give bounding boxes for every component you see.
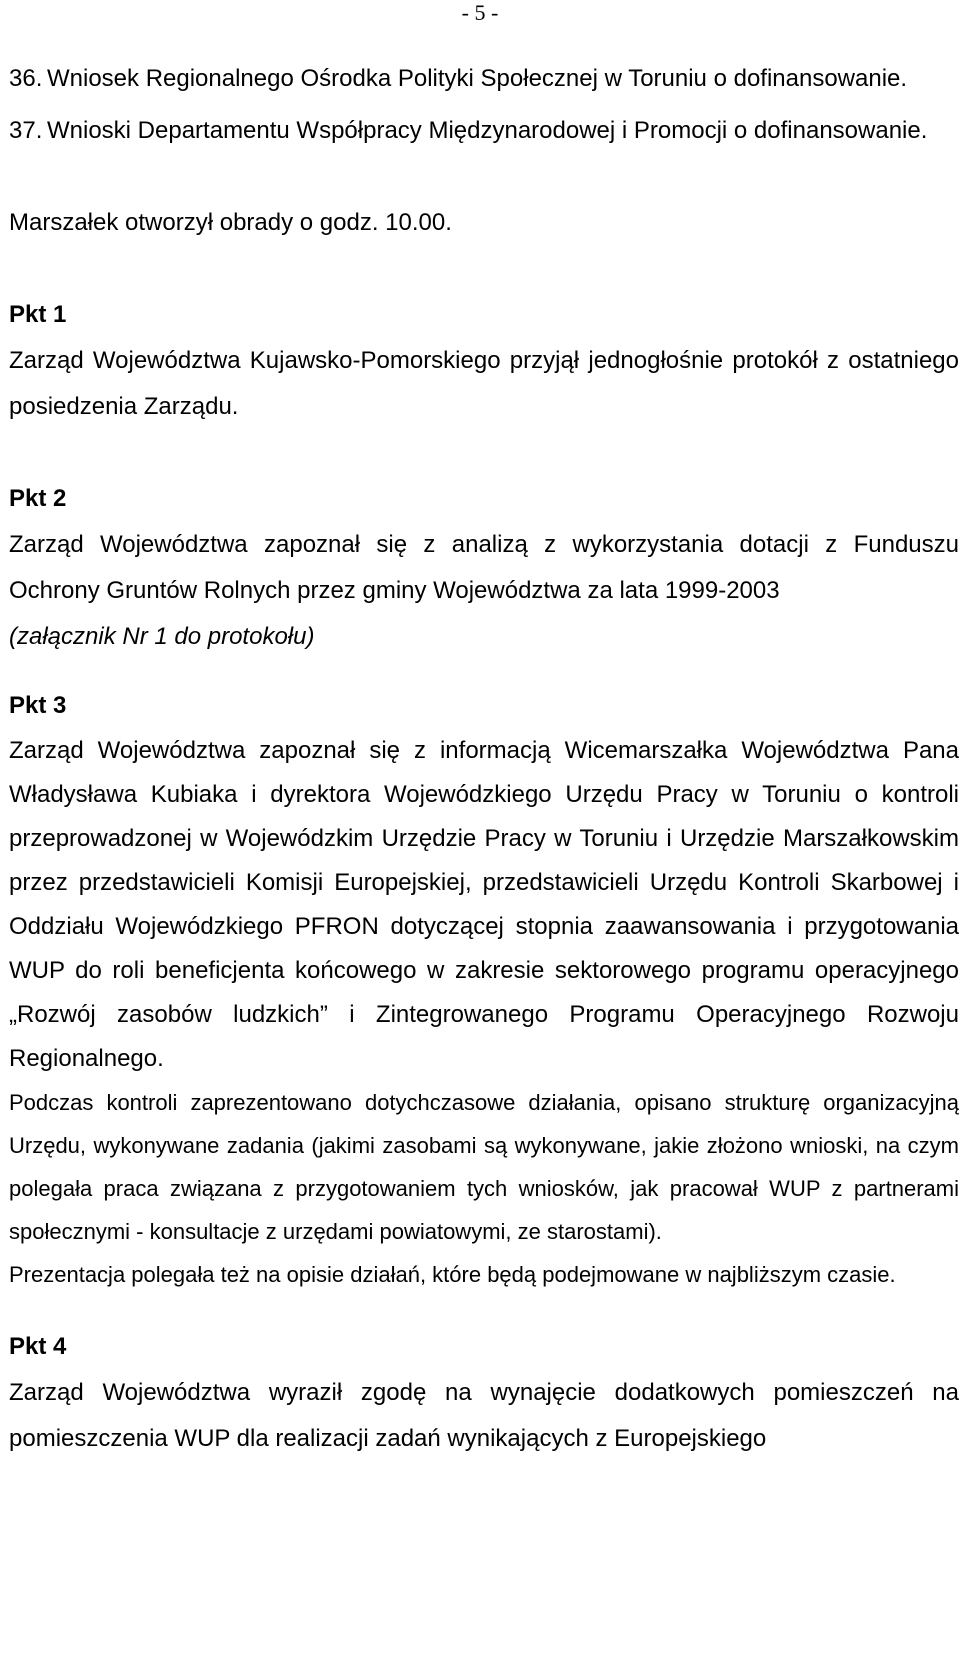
pkt2-text: Zarząd Województwa zapoznał się z analizą z wykorzystania dotacji z Funduszu Ochrony Gruntów Rolnych przez gminy Województwa za lata 1999-2003 (9, 531, 959, 604)
document-content (9, 56, 959, 1462)
pkt2-attachment-note: (załącznik Nr 1 do protokołu) (9, 623, 315, 650)
agenda-item-text: Wnioski Departamentu Współpracy Międzynarodowej i Promocji o dofinansowanie. (47, 117, 928, 144)
agenda-item-number: 37. (9, 117, 43, 144)
page-number: - 5 - (461, 0, 499, 25)
agenda-item-text: Wniosek Regionalnego Ośrodka Polityki Społecznej w Toruniu o dofinansowanie. (47, 65, 908, 92)
pkt4-heading: Pkt 4 (9, 1333, 67, 1360)
pkt1-text: Zarząd Województwa Kujawsko-Pomorskiego przyjął jednogłośnie protokół z ostatniego posiedzenia Zarządu. (9, 347, 959, 420)
pkt3-paragraph-2: Podczas kontroli zaprezentowano dotychczasowe działania, opisano strukturę organizacyjną Urzędu, wykonywane zadania (jakimi zasobami są wykonywane, jakie złożono wnioski, na czym polegała praca związana z przygotowaniem tych wniosków, jak pracował WUP z partnerami społecznymi - konsultacje z urzędami powiatowymi, ze starostami). (9, 1090, 959, 1244)
agenda-item-number: 36. (9, 65, 43, 92)
pkt2-heading: Pkt 2 (9, 485, 67, 512)
pkt3-paragraph-3: Prezentacja polegała też na opisie działań, które będą podejmowane w najbliższym czasie. (9, 1262, 896, 1287)
pkt3-heading: Pkt 3 (9, 692, 67, 719)
agenda-item (9, 108, 959, 154)
agenda-item (9, 56, 959, 102)
opening-statement: Marszałek otworzył obrady o godz. 10.00. (9, 209, 452, 236)
pkt4-text: Zarząd Województwa wyraził zgodę na wynajęcie dodatkowych pomieszczeń na pomieszczenia WUP dla realizacji zadań wynikających z Europejskiego (9, 1379, 959, 1452)
pkt1-heading: Pkt 1 (9, 301, 67, 328)
pkt3-text: Zarząd Województwa zapoznał się z informacją Wicemarszałka Województwa Pana Władysława Kubiaka i dyrektora Wojewódzkiego Urzędu Pracy w Toruniu o kontroli przeprowadzonej w Wojewódzkim Urzędzie Pracy w Toruniu i Urzędzie Marszałkowskim przez przedstawicieli Komisji Europejskiej, przedstawicieli Urzędu Kontroli Skarbowej i Oddziału Wojewódzkiego PFRON dotyczącej stopnia zaawansowania i przygotowania WUP do roli beneficjenta końcowego w zakresie sektorowego programu operacyjnego „Rozwój zasobów ludzkich” i Zintegrowanego Programu Operacyjnego Rozwoju Regionalnego. (9, 737, 959, 1072)
